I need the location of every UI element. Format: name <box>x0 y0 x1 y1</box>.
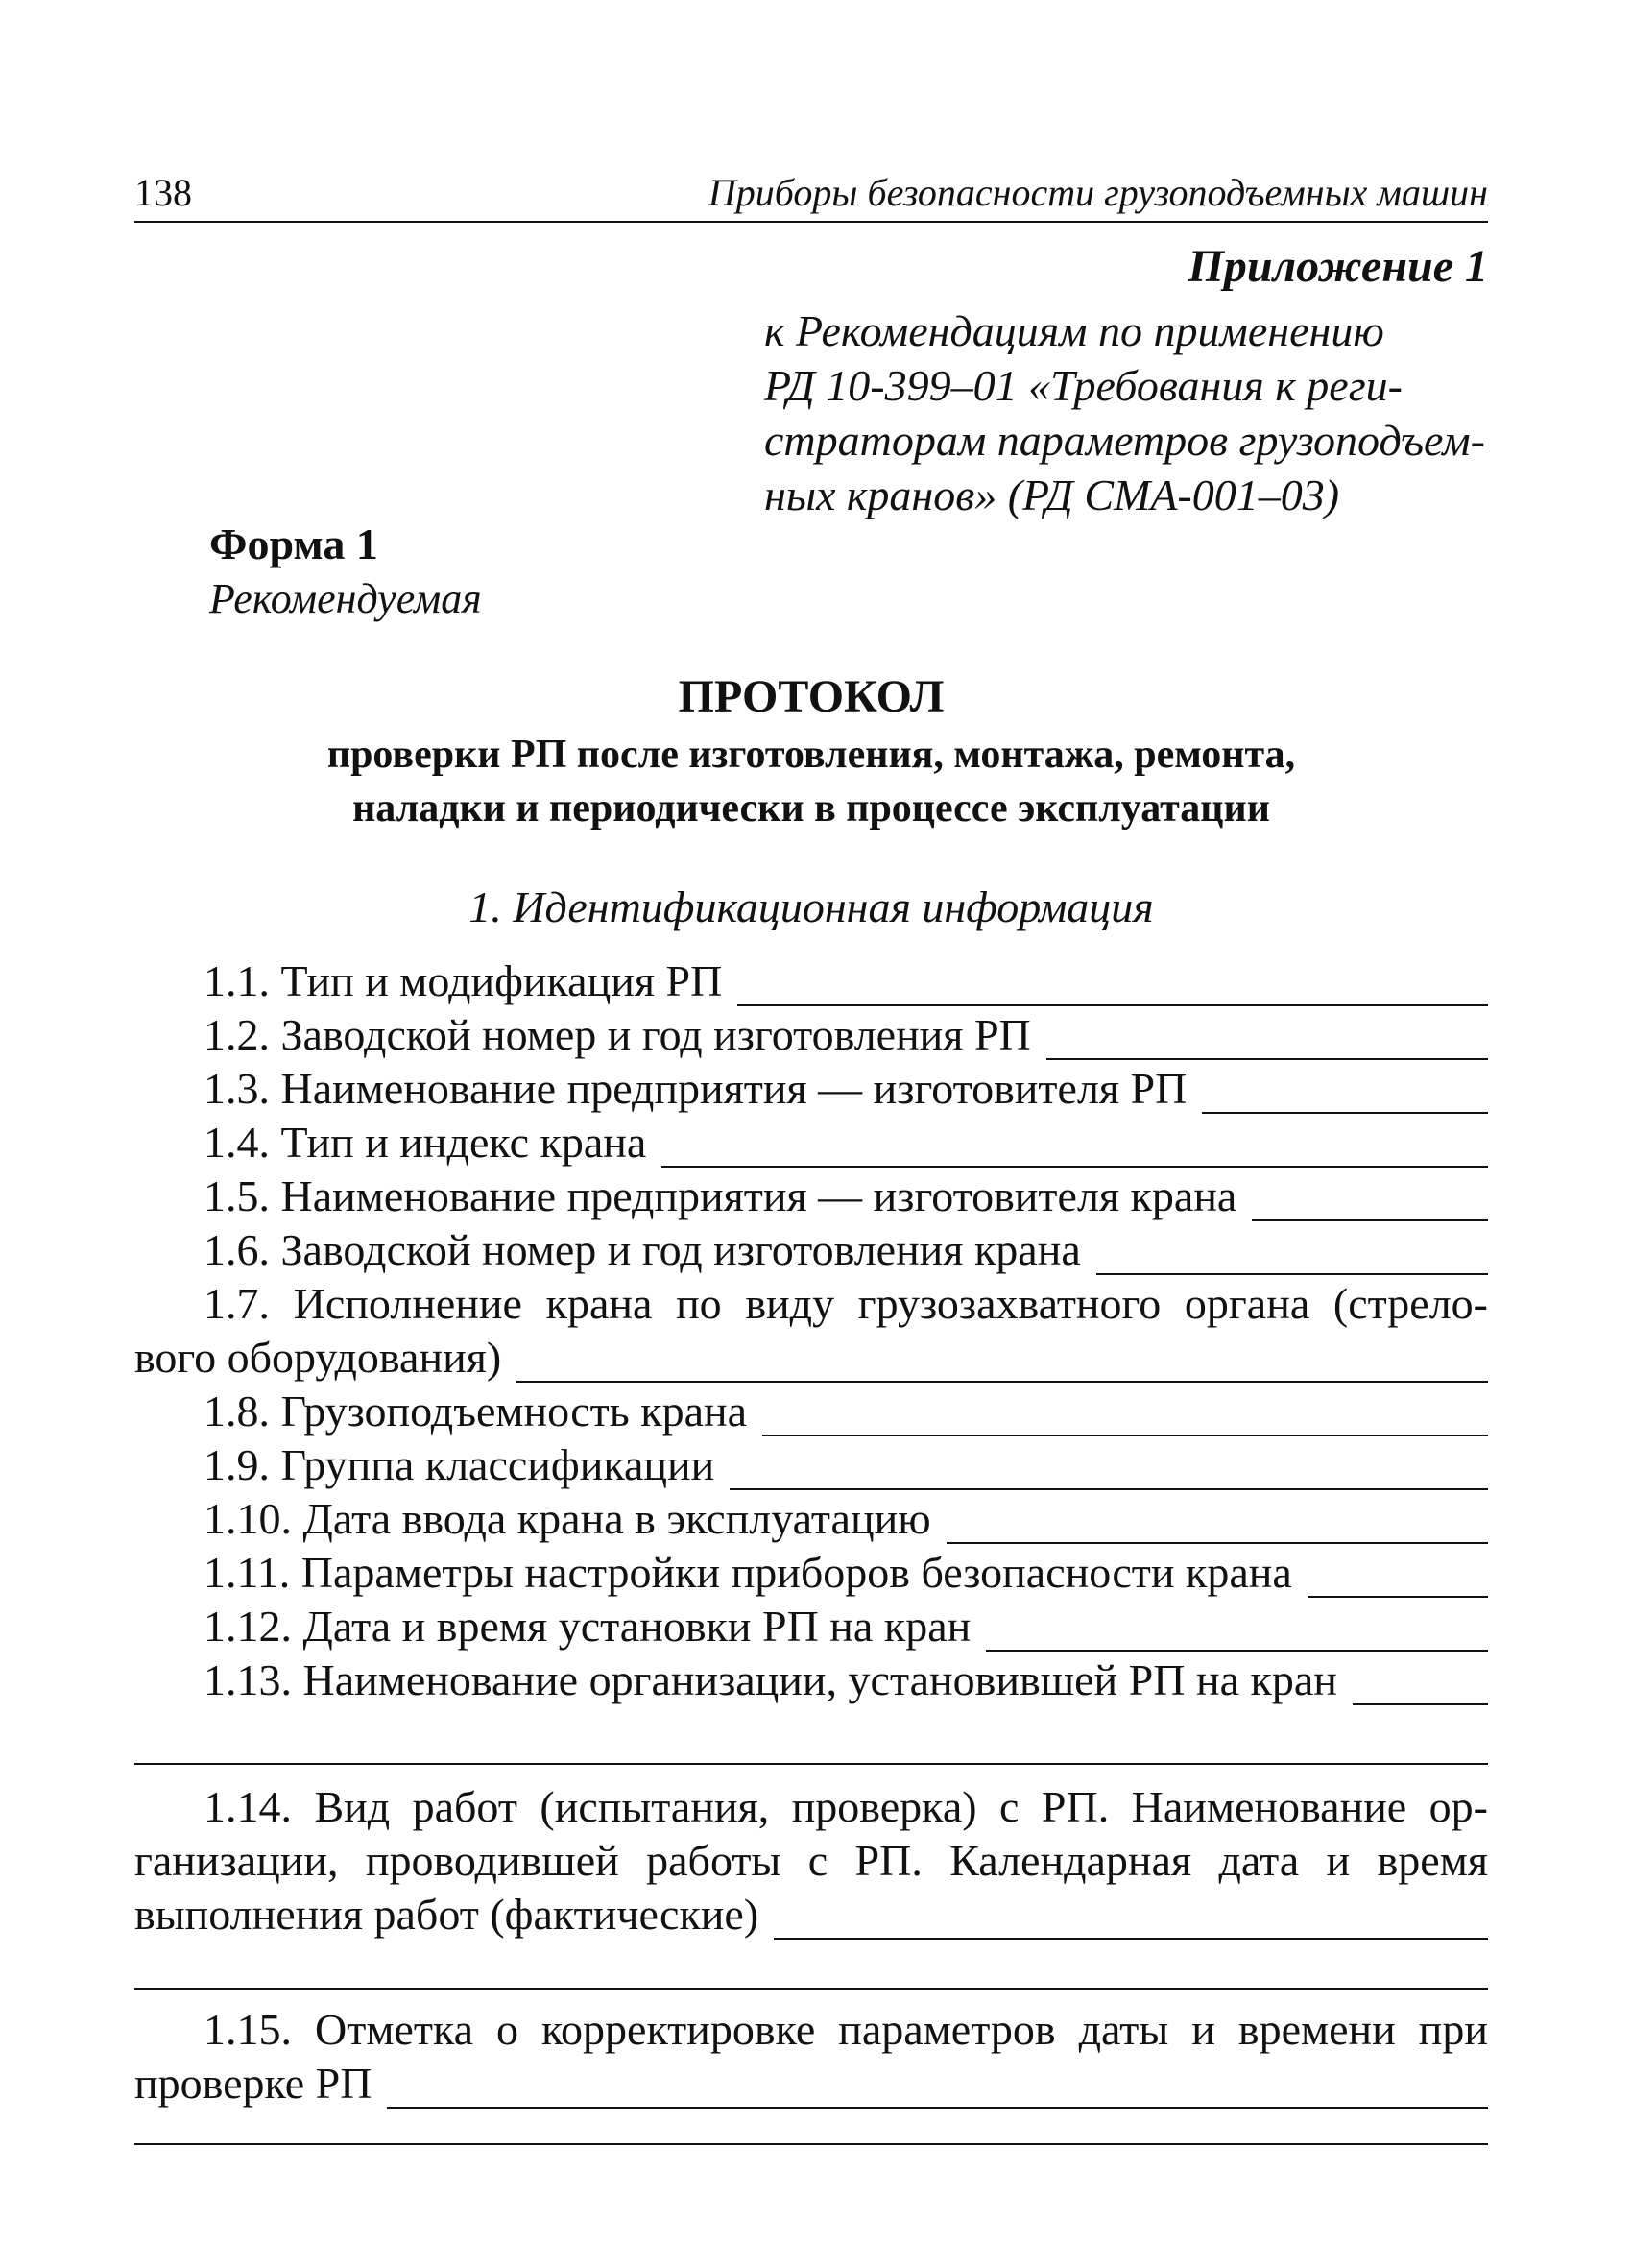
running-header <box>134 167 1488 223</box>
fill-in-line[interactable] <box>1096 1237 1488 1275</box>
running-title: Приборы безопасности грузоподъемных машин <box>708 171 1488 214</box>
protocol-subtitle-line: проверки РП после изготовления, монтажа, ремонта, <box>326 733 1296 777</box>
fill-in-line[interactable] <box>134 2143 1488 2145</box>
field-row-1-5 <box>134 1171 1488 1221</box>
field-label: 1.9. Группа классификации <box>204 1440 715 1489</box>
fill-in-line[interactable] <box>762 1398 1488 1436</box>
fill-in-line[interactable] <box>1046 1022 1488 1060</box>
field-row-1-6 <box>134 1225 1488 1275</box>
fill-in-line[interactable] <box>737 968 1488 1006</box>
fill-in-line[interactable] <box>774 1901 1488 1940</box>
fill-in-line[interactable] <box>1202 1075 1488 1114</box>
field-label: 1.12. Дата и время установки РП на кран <box>204 1602 972 1651</box>
fill-in-line[interactable] <box>516 1344 1488 1383</box>
protocol-subtitle-line: наладки и периодически в процессе эксплуатации <box>352 786 1270 831</box>
section-title: 1. Идентификационная информация <box>468 882 1154 931</box>
field-label: 1.8. Грузоподъемность крана <box>204 1387 748 1436</box>
field-row-1-13 <box>134 1655 1488 1705</box>
fill-in-line[interactable] <box>730 1452 1488 1490</box>
fill-in-line[interactable] <box>661 1129 1488 1168</box>
field-label: 1.6. Заводской номер и год изготовления крана <box>204 1225 1081 1274</box>
field-label-line: 1.14. Вид работ (испытания, проверка) с РП. Наименование ор- <box>204 1782 1488 1831</box>
appendix-reference-line: ных кранов» (РД СМА-001–03) <box>764 470 1340 519</box>
field-label: 1.10. Дата ввода крана в эксплуатацию <box>204 1494 931 1543</box>
field-row-1-15 <box>134 2059 1488 2109</box>
page-number: 138 <box>134 171 192 214</box>
appendix-reference-line: к Рекомендациям по применению <box>764 306 1384 355</box>
field-row-1-14 <box>134 1890 1488 1940</box>
fill-in-line[interactable] <box>387 2070 1488 2109</box>
fill-in-line[interactable] <box>134 1763 1488 1765</box>
field-row-1-7 <box>134 1333 1488 1383</box>
field-label: 1.1. Тип и модификация РП <box>204 956 723 1005</box>
field-label-line: 1.7. Исполнение крана по виду грузозахватного органа (стрело- <box>204 1279 1488 1328</box>
field-row-1-8 <box>134 1387 1488 1436</box>
field-row-1-2 <box>134 1010 1488 1060</box>
appendix-reference-line: страторам параметров грузоподъем- <box>764 416 1485 465</box>
field-row-1-10 <box>134 1494 1488 1544</box>
field-label: 1.2. Заводской номер и год изготовления РП <box>204 1010 1031 1059</box>
fill-in-line[interactable] <box>947 1506 1488 1544</box>
field-label: выполнения работ (фактические) <box>134 1890 759 1939</box>
field-label: проверке РП <box>134 2059 372 2108</box>
protocol-subtitle <box>134 728 1488 835</box>
fill-in-line[interactable] <box>1308 1559 1488 1598</box>
field-row-1-11 <box>134 1548 1488 1598</box>
form-title: Форма 1 <box>209 519 378 568</box>
fill-in-line[interactable] <box>1353 1667 1488 1705</box>
field-label-line: 1.15. Отметка о корректировке параметров даты и времени при <box>204 2005 1488 2054</box>
form-subtitle: Рекомендуемая <box>209 575 482 622</box>
appendix-reference <box>764 303 1489 522</box>
field-label: вого оборудования) <box>134 1333 502 1382</box>
fill-in-line[interactable] <box>1252 1183 1488 1221</box>
field-label: 1.5. Наименование предприятия — изготовителя крана <box>204 1171 1237 1220</box>
field-label: 1.13. Наименование организации, установившей РП на кран <box>204 1655 1337 1704</box>
field-label-line: ганизации, проводившей работы с РП. Календарная дата и время <box>134 1836 1488 1885</box>
field-row-1-12 <box>134 1602 1488 1652</box>
field-row-1-9 <box>134 1440 1488 1490</box>
fill-in-line[interactable] <box>986 1613 1488 1652</box>
field-label: 1.11. Параметры настройки приборов безопасности крана <box>204 1548 1292 1597</box>
appendix-reference-line: РД 10-399–01 «Требования к реги- <box>764 361 1403 410</box>
field-row-1-1 <box>134 956 1488 1006</box>
appendix-title: Приложение 1 <box>1188 241 1488 292</box>
field-row-1-4 <box>134 1118 1488 1168</box>
field-label: 1.4. Тип и индекс крана <box>204 1118 647 1167</box>
field-row-1-3 <box>134 1064 1488 1114</box>
fill-in-line[interactable] <box>134 1988 1488 1990</box>
protocol-title: ПРОТОКОЛ <box>678 671 945 722</box>
field-label: 1.3. Наименование предприятия — изготовителя РП <box>204 1064 1188 1113</box>
